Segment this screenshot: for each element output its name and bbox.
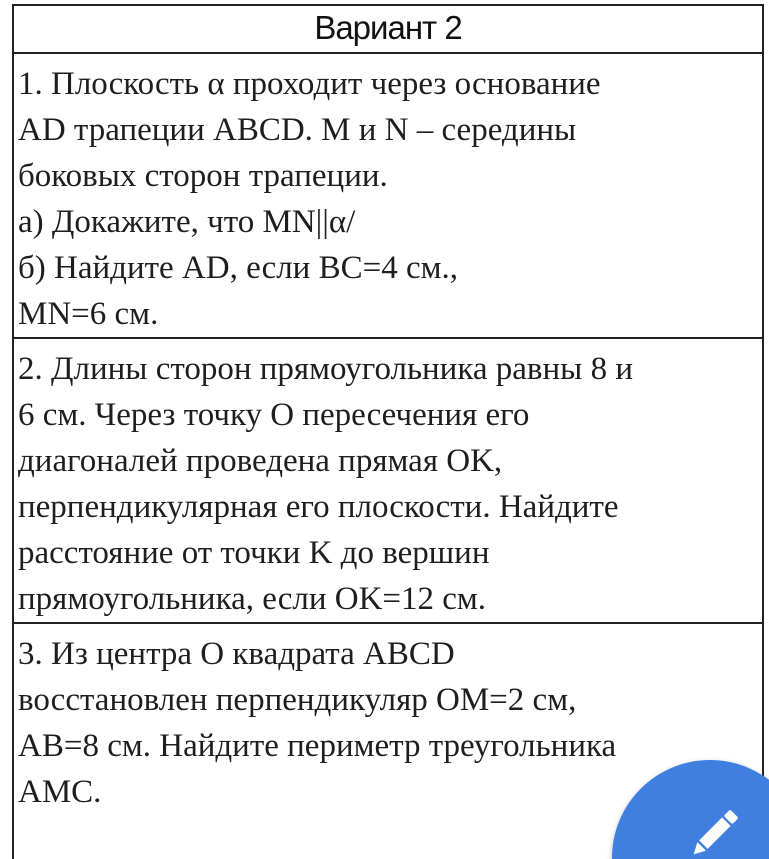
task-line: перпендикулярная его плоскости. Найдите xyxy=(18,489,619,525)
task-line: прямоугольника, если OK=12 см. xyxy=(18,581,487,617)
task-row xyxy=(13,53,763,338)
task-line: 2. Длины сторон прямоугольника равны 8 и xyxy=(18,351,633,387)
task-1-text xyxy=(14,54,762,337)
task-line: 3. Из центра O квадрата ABCD xyxy=(18,636,455,672)
task-1-cell xyxy=(13,53,763,338)
task-line: а) Докажите, что MN||α/ xyxy=(18,204,356,240)
task-line: AD трапеции ABCD. M и N – середины xyxy=(18,112,577,148)
header-row xyxy=(13,5,763,53)
task-line: MN=6 см. xyxy=(18,296,159,332)
task-line: AB=8 см. Найдите периметр треугольника xyxy=(18,728,617,764)
task-line: боковых сторон трапеции. xyxy=(18,158,388,194)
task-line: AMC. xyxy=(18,774,102,810)
variant-title: Вариант 2 xyxy=(314,9,462,46)
header-cell xyxy=(13,5,763,53)
task-line: диагоналей проведена прямая OK, xyxy=(18,443,503,479)
task-line: восстановлен перпендикуляр OM=2 см, xyxy=(18,682,577,718)
pencil-icon xyxy=(684,804,744,859)
task-2-cell xyxy=(13,338,763,623)
task-2-text xyxy=(14,339,762,622)
task-line: расстояние от точки K до вершин xyxy=(18,535,490,571)
task-row xyxy=(13,338,763,623)
task-line: 1. Плоскость α проходит через основание xyxy=(18,66,601,102)
variant-table xyxy=(12,4,764,859)
task-line: б) Найдите AD, если BC=4 см., xyxy=(18,250,459,286)
task-line: 6 см. Через точку O пересечения его xyxy=(18,397,530,433)
